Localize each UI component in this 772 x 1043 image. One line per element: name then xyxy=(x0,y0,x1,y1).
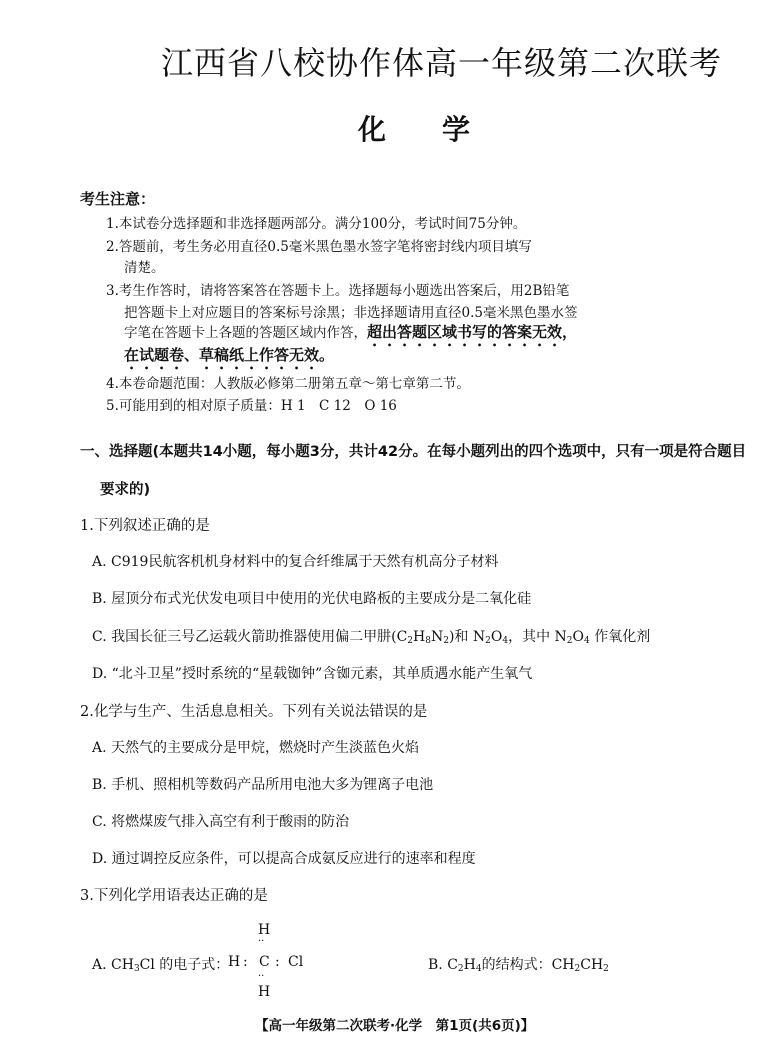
q2-option-b: B. 手机、照相机等数码产品所用电池大多为锂离子电池 xyxy=(92,777,434,793)
q1-c-sub: 8 xyxy=(425,636,431,646)
q1-option-b: B. 屋顶分布式光伏发电项目中使用的光伏电路板的主要成分是二氧化硅 xyxy=(92,591,532,607)
q1-c-sub: 2 xyxy=(443,636,449,646)
q1-c-text-4: )和 N xyxy=(448,629,486,645)
lewis-dots-bottom: ·· xyxy=(258,971,265,982)
q3-b-text-1: B. C xyxy=(428,957,458,973)
notice-warning-2: 在试题卷、草稿纸上作答无效。 xyxy=(124,346,335,364)
q1-c-sub: 4 xyxy=(584,636,590,646)
q3-option-a xyxy=(92,954,229,974)
q1-c-text-1: C. 我国长征三号乙运载火箭助推器使用偏二甲肼(C xyxy=(92,629,408,645)
q1-option-c xyxy=(92,626,650,646)
q1-c-text-5: O xyxy=(490,629,503,645)
q1-c-sub: 2 xyxy=(485,636,491,646)
q3-option-b xyxy=(428,954,609,974)
q1-c-text-7: O xyxy=(572,629,585,645)
q3-b-text-2: H xyxy=(463,957,476,973)
q3-b-text-4: CH xyxy=(580,957,604,973)
notice-item-4: 4.本卷命题范围：人教版必修第二册第五章～第七章第二节。 xyxy=(106,376,470,392)
q1-option-a: A. C919民航客机机身材料中的复合纤维属于天然有机高分子材料 xyxy=(92,554,499,570)
q2-stem: 2.化学与生产、生活息息相关。下列有关说法错误的是 xyxy=(80,704,428,720)
lewis-h-left: H xyxy=(228,954,241,970)
q1-c-text-8: 作氧化剂 xyxy=(589,629,651,645)
notice-warning-1: 超出答题区域书写的答案无效， xyxy=(367,323,578,341)
q2-option-d: D. 通过调控反应条件，可以提高合成氨反应进行的速率和程度 xyxy=(92,851,476,867)
ch3cl-electron-formula xyxy=(228,922,318,1002)
notice-item-2: 2.答题前，考生务必用直径0.5毫米黑色墨水签字笔将密封线内项目填写 xyxy=(106,239,532,255)
subject-title: 化学 xyxy=(358,113,527,146)
q1-c-text-3: N xyxy=(430,629,444,645)
notice-item-3: 3.考生作答时，请将答案答在答题卡上。选择题每小题选出答案后，用2B铅笔 xyxy=(106,283,570,299)
q2-option-c: C. 将燃煤废气排入高空有利于酸雨的防治 xyxy=(92,814,350,830)
lewis-h-top: H xyxy=(258,922,271,938)
q1-option-d: D. “北斗卫星”授时系统的“星载铷钟”含铷元素，其单质遇水能产生氧气 xyxy=(92,666,533,682)
q3-a-text-2: Cl 的电子式： xyxy=(139,957,230,973)
exam-title: 江西省八校协作体高一年级第二次联考 xyxy=(160,44,722,82)
q3-b-sub: 4 xyxy=(475,964,482,974)
q3-a-text-1: A. CH xyxy=(92,957,134,973)
notice-item-2-cont: 清楚。 xyxy=(124,260,165,276)
lewis-h-bottom: H xyxy=(258,984,271,1000)
notice-item-5: 5.可能用到的相对原子质量：H 1 C 12 O 16 xyxy=(106,398,397,414)
lewis-dots-top: ·· xyxy=(258,936,265,947)
lewis-colon-left: : xyxy=(243,954,248,970)
notice-heading: 考生注意： xyxy=(80,190,156,208)
q1-c-text-2: H xyxy=(413,629,426,645)
page-footer: 【高一年级第二次联考·化学 第1页(共6页)】 xyxy=(255,1018,535,1034)
q1-c-sub: 4 xyxy=(502,636,509,646)
lewis-c-center: C xyxy=(259,954,270,970)
q3-a-sub: 3 xyxy=(133,964,140,974)
lewis-colon-right: : xyxy=(275,954,280,970)
q3-b-sub: 2 xyxy=(574,964,581,974)
q1-c-sub: 2 xyxy=(566,636,573,646)
q3-stem: 3.下列化学用语表达正确的是 xyxy=(80,888,268,904)
section-heading-cont: 要求的) xyxy=(100,482,151,498)
q1-c-sub: 2 xyxy=(407,636,414,646)
q3-b-sub: 2 xyxy=(603,964,609,974)
notice-item-3-line2: 把答题卡上对应题目的答案标号涂黑；非选择题请用直径0.5毫米黑色墨水签 xyxy=(124,305,578,321)
q1-stem: 1.下列叙述正确的是 xyxy=(80,518,210,534)
lewis-cl-right: Cl xyxy=(288,954,304,970)
q3-b-sub: 2 xyxy=(457,964,464,974)
q2-option-a: A. 天然气的主要成分是甲烷，燃烧时产生淡蓝色火焰 xyxy=(92,740,420,756)
notice-item-1: 1.本试卷分选择题和非选择题两部分。满分100分，考试时间75分钟。 xyxy=(106,216,527,232)
notice-item-3-text: 字笔在答题卡上各题的答题区域内作答， xyxy=(124,325,367,341)
q3-b-text-3: 的结构式：CH xyxy=(481,957,575,973)
q1-c-text-6: ，其中 N xyxy=(508,629,567,645)
section-heading: 一、选择题(本题共14小题，每小题3分，共计42分。在每小题列出的四个选项中，只有一项是符合题目 xyxy=(80,444,747,460)
